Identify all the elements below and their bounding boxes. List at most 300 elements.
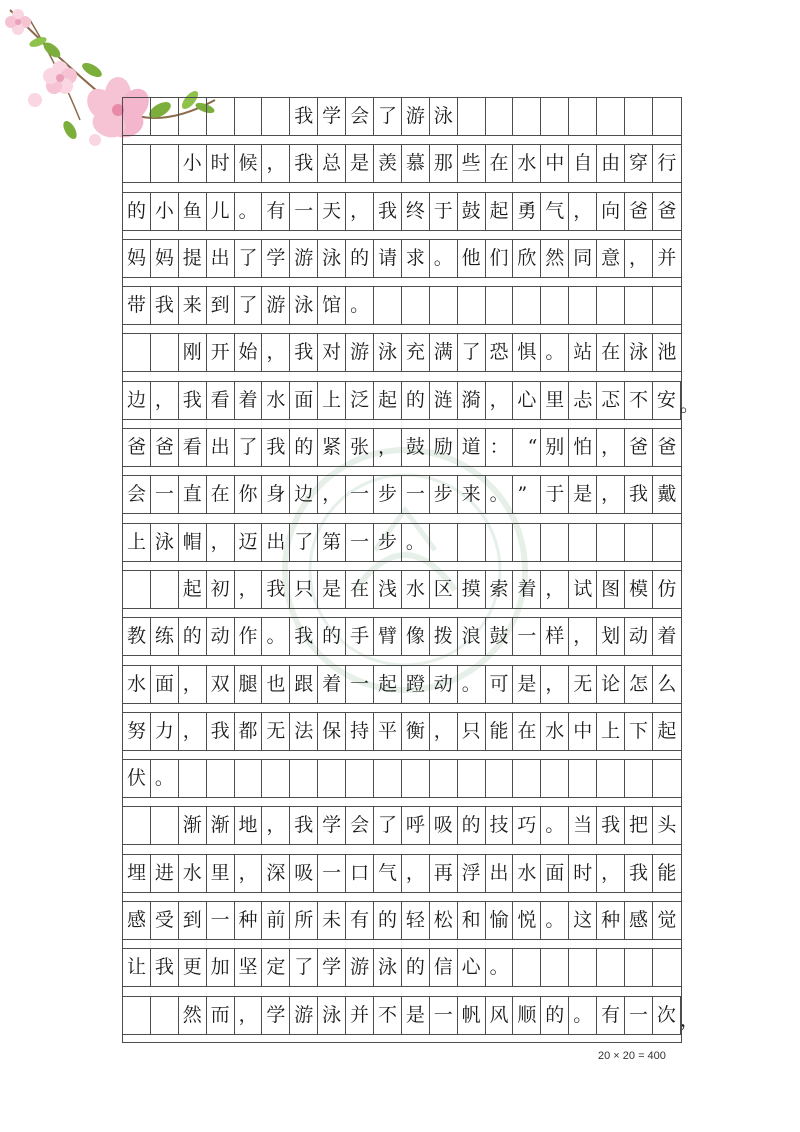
grid-cell: 浪 [458,618,486,655]
grid-cell: ， [235,997,263,1034]
grid-cell: 迈 [235,524,263,561]
grid-cell [123,807,151,844]
grid-cell: 法 [290,713,318,750]
grid-cell: 区 [430,571,458,608]
grid-cell [653,98,681,135]
grid-cell: 。 [151,760,179,797]
title-row [123,97,681,135]
grid-cell: 是 [318,571,346,608]
row-gap [123,561,681,570]
composition-grid [122,97,699,1043]
grid-cell: ， [597,476,625,513]
grid-cell: 水 [179,855,207,892]
grid-cell: 爸 [657,436,677,459]
grid-cell: 安 [653,382,681,419]
grid-cell: 直 [179,476,207,513]
grid-cell [430,524,458,561]
grid-cell: 顺 [513,997,541,1034]
text-row [123,475,681,513]
grid-cell: 对 [318,334,346,371]
grid-cell: 次 [653,997,681,1034]
grid-cell [318,760,346,797]
grid-cell: 。 [541,807,569,844]
grid-cell: 涟 [430,382,458,419]
grid-cell: 一 [625,997,653,1034]
grid-cell: 鱼 [179,193,207,230]
grid-cell [569,98,597,135]
grid-cell: 总 [318,145,346,182]
grid-cell: 在 [207,476,235,513]
grid-cell: 而 [207,997,235,1034]
grid-cell: 气 [541,193,569,230]
grid-cell: 不 [625,382,653,419]
grid-cell: 平 [374,713,402,750]
grid-cell [402,760,430,797]
grid-cell: 。 [430,240,458,277]
grid-cell: 中 [569,713,597,750]
grid-cell: 是 [513,666,541,703]
grid-cell: 当 [569,807,597,844]
text-row [123,665,681,703]
grid-cell: 的 [123,193,151,230]
grid-cell [625,287,653,324]
grid-cell: 的 [541,997,569,1034]
grid-cell: 衡 [402,713,430,750]
grid-cell [207,98,235,135]
grid-cell: 口 [346,855,374,892]
grid-cell: 水 [402,571,430,608]
grid-cell: 呼 [402,807,430,844]
grid-cell: 泛 [346,382,374,419]
grid-cell [123,98,151,135]
grid-cell: 起 [657,719,677,742]
grid-cell: 伏 [123,760,151,797]
grid-cell: 是 [402,997,430,1034]
grid-cell: 手 [346,618,374,655]
grid-cell: 出 [262,524,290,561]
grid-cell: 的 [318,618,346,655]
grid-cell: 上 [597,713,625,750]
grid-cell: 出 [207,429,235,466]
grid-cell [513,760,541,797]
character-count: 20 × 20 = 400 [598,1050,666,1062]
grid-cell: 。 [235,193,263,230]
grid-cell: 是 [569,476,597,513]
grid-cell: 一 [346,666,374,703]
grid-cell: 面 [541,855,569,892]
grid-cell: 步 [374,524,402,561]
grid-cell: 看 [179,429,207,466]
text-row [123,806,681,844]
grid-cell: 别 [541,429,569,466]
grid-cell: 到 [207,287,235,324]
grid-cell: 无 [262,713,290,750]
grid-cell: 水 [513,145,541,182]
grid-cell: 能 [486,713,514,750]
grid-cell: 带 [123,287,151,324]
grid-cell: 看 [207,382,235,419]
grid-cell: 悦 [513,902,541,939]
grid-cell [625,98,653,135]
row-gap [123,182,681,191]
grid-cell: 中 [541,145,569,182]
grid-cell: 妈 [151,240,179,277]
grid-cell: 能 [657,861,677,884]
grid-cell [541,760,569,797]
grid-cell: 恐 [486,334,514,371]
grid-cell: 让 [123,949,151,986]
grid-cell: 时 [207,145,235,182]
grid-cell [653,524,681,561]
grid-cell: 感 [123,902,151,939]
grid-cell: 站 [569,334,597,371]
row-gap [123,230,681,239]
grid-cell [402,287,430,324]
grid-cell [179,98,207,135]
row-gap [123,608,681,617]
text-row [123,192,681,230]
grid-cell: 一 [513,618,541,655]
grid-cell: 一 [346,476,374,513]
grid-cell: 爸 [123,429,151,466]
text-row [123,239,681,277]
grid-cell: 埋 [123,855,151,892]
text-row [123,333,681,371]
grid-cell: 第 [318,524,346,561]
grid-cell: 力 [151,713,179,750]
grid-cell: 步 [374,476,402,513]
grid-cell: 游 [402,98,430,135]
grid-cell: 漪 [458,382,486,419]
grid-cell [625,760,653,797]
grid-cell: “ [513,429,541,466]
grid-cell: 划 [597,618,625,655]
text-row [123,286,681,324]
grid-cell: 我 [151,287,179,324]
grid-cell [123,334,151,371]
row-gap [123,135,681,144]
grid-cell: 这 [569,902,597,939]
grid-cell: 然 [541,240,569,277]
grid-cell: ” [513,476,541,513]
text-row [123,759,681,797]
grid-cell: 所 [290,902,318,939]
grid-cell [597,760,625,797]
grid-cell: 忑 [597,382,625,419]
grid-cell: 一 [207,902,235,939]
grid-cell: 起 [486,193,514,230]
grid-cell [625,949,653,986]
grid-cell: 他 [458,240,486,277]
row-gap [123,703,681,712]
row-gap [123,939,681,948]
grid-cell: 练 [151,618,179,655]
grid-cell: 努 [123,713,151,750]
grid-cell [569,760,597,797]
grid-cell [430,287,458,324]
grid-cell: 不 [374,997,402,1034]
grid-cell: 慕 [402,145,430,182]
grid-cell: 持 [346,713,374,750]
grid-cell: 里 [541,382,569,419]
grid-cell: ， [151,382,179,419]
grid-cell: 学 [318,949,346,986]
grid-cell: ， [569,193,597,230]
grid-cell [653,949,681,986]
grid-cell: ， [430,713,458,750]
grid-cell: 教 [123,618,151,655]
grid-cell: 气 [374,855,402,892]
grid-cell [374,287,402,324]
grid-cell: 提 [179,240,207,277]
grid-cell: 仿 [657,577,677,600]
grid-cell: 模 [625,571,653,608]
grid-cell: 的 [402,382,430,419]
grid-cell: 我 [151,949,179,986]
grid-cell [569,287,597,324]
grid-cell: 妈 [123,240,151,277]
grid-cell: ， [541,666,569,703]
grid-cell: 我 [179,382,207,419]
grid-cell: 的 [458,807,486,844]
grid-cell: 。 [346,287,374,324]
grid-cell: ， [179,666,207,703]
grid-cell: 爸 [625,193,653,230]
grid-cell: 的 [290,429,318,466]
grid-cell: 作 [235,618,263,655]
grid-cell: 出 [486,855,514,892]
grid-cell: 更 [179,949,207,986]
grid-cell [179,760,207,797]
row-gap [123,466,681,475]
text-row [123,144,681,182]
grid-cell: 请 [374,240,402,277]
grid-cell: 图 [597,571,625,608]
grid-cell: ， [597,429,625,466]
grid-cell: 保 [318,713,346,750]
grid-cell: 在 [346,571,374,608]
grid-cell [486,98,514,135]
grid-cell: ， [402,855,430,892]
grid-cell [123,571,151,608]
grid-cell: 泳 [430,98,458,135]
grid-cell: 游 [290,997,318,1034]
grid-cell [123,997,151,1034]
grid-cell: 。 [541,334,569,371]
grid-cell: 来 [179,287,207,324]
grid-cell: 上 [318,382,346,419]
grid-cell: 紧 [318,429,346,466]
grid-cell [290,760,318,797]
grid-cell: 边 [123,382,151,419]
grid-cell [653,287,681,324]
grid-cell: 我 [262,429,290,466]
grid-cell: 满 [430,334,458,371]
grid-cell: 也 [262,666,290,703]
grid-cell: 双 [207,666,235,703]
grid-cell: 动 [430,666,458,703]
grid-cell: 坚 [235,949,263,986]
grid-cell: 会 [346,98,374,135]
grid-cell: 起 [374,666,402,703]
text-row [123,381,699,419]
grid-cell [541,287,569,324]
grid-cell: ， [569,618,597,655]
grid-cell: 臂 [374,618,402,655]
row-gap [123,371,681,380]
grid-cell: 由 [597,145,625,182]
grid-cell [597,287,625,324]
grid-cell: 信 [430,949,458,986]
grid-cell: 把 [625,807,653,844]
grid-cell: 轻 [402,902,430,939]
grid-cell: 欣 [513,240,541,277]
grid-cell: 学 [262,240,290,277]
grid-cell: 了 [290,524,318,561]
grid-cell: 论 [597,666,625,703]
grid-cell: 加 [207,949,235,986]
row-gap [123,797,681,806]
row-gap [123,892,681,901]
grid-cell: 上 [123,524,151,561]
grid-cell [597,524,625,561]
grid-cell: 样 [541,618,569,655]
grid-cell [151,334,179,371]
grid-cell: 面 [290,382,318,419]
grid-cell: 地 [235,807,263,844]
grid-cell [430,760,458,797]
grid-cell: ， [486,382,514,419]
grid-cell: 勇 [513,193,541,230]
grid-cell: 像 [402,618,430,655]
grid-cell: 并 [346,997,374,1034]
grid-cell: 自 [569,145,597,182]
text-row [123,428,681,466]
grid-cell: 种 [597,902,625,939]
grid-cell: 水 [123,666,151,703]
grid-cell: 索 [486,571,514,608]
grid-cell: 。 [569,997,597,1034]
grid-cell [151,571,179,608]
grid-cell: 同 [569,240,597,277]
grid-cell: 张 [346,429,374,466]
grid-cell: 我 [290,145,318,182]
grid-cell: 了 [235,240,263,277]
grid-cell: 然 [179,997,207,1034]
grid-cell: 。 [458,666,486,703]
grid-cell: 身 [262,476,290,513]
grid-cell [346,760,374,797]
grid-cell: ， [318,476,346,513]
grid-cell: 泳 [290,287,318,324]
grid-cell: 松 [430,902,458,939]
grid-cell: 你 [235,476,263,513]
grid-cell: 。 [262,618,290,655]
grid-cell: 小 [151,193,179,230]
grid-cell [262,98,290,135]
grid-cell [458,760,486,797]
grid-cell: 来 [458,476,486,513]
grid-cell: ， [207,524,235,561]
grid-cell [653,760,681,797]
grid-cell: 鼓 [486,618,514,655]
grid-cell: 的 [346,240,374,277]
grid-cell: ： [486,429,514,466]
grid-cell: 了 [235,429,263,466]
grid-cell: 一 [318,855,346,892]
grid-cell [151,997,179,1034]
grid-cell: 爸 [625,429,653,466]
grid-cell: 羡 [374,145,402,182]
grid-cell: 我 [262,571,290,608]
grid-cell: 我 [290,807,318,844]
grid-cell: 头 [657,814,677,837]
grid-cell: 的 [374,902,402,939]
grid-cell: 着 [657,625,677,648]
grid-cell: 求 [402,240,430,277]
grid-cell [151,145,179,182]
row-gap [123,277,681,286]
grid-cell: 蹬 [402,666,430,703]
grid-cell: 学 [262,997,290,1034]
grid-cell [569,524,597,561]
grid-cell: 摸 [458,571,486,608]
text-row [123,996,699,1034]
grid-cell: 了 [290,949,318,986]
grid-cell: 试 [569,571,597,608]
grid-cell: 。 [541,902,569,939]
grid-cell: 穿 [625,145,653,182]
grid-cell: 心 [458,949,486,986]
grid-cell: 意 [597,240,625,277]
grid-cell: 游 [346,949,374,986]
grid-cell: 初 [207,571,235,608]
grid-cell: ， [262,334,290,371]
grid-cell: 只 [290,571,318,608]
grid-cell: 戴 [657,483,677,506]
grid-cell [235,98,263,135]
grid-cell: 泳 [151,524,179,561]
grid-cell: 面 [151,666,179,703]
grid-cell: 天 [318,193,346,230]
grid-cell: 怕 [569,429,597,466]
grid-cell: 水 [513,855,541,892]
grid-cell: 跟 [290,666,318,703]
grid-cell: 帆 [458,997,486,1034]
grid-cell: 受 [151,902,179,939]
grid-cell: 惧 [513,334,541,371]
grid-cell: 泳 [318,997,346,1034]
grid-cell: 边 [290,476,318,513]
grid-cell: 鼓 [458,193,486,230]
grid-cell: 时 [569,855,597,892]
grid-cell: 爸 [657,199,677,222]
text-row [123,523,681,561]
grid-cell: ， [235,571,263,608]
grid-cell: 着 [513,571,541,608]
grid-cell: 下 [625,713,653,750]
grid-cell: 并 [657,246,677,269]
grid-cell: 励 [430,429,458,466]
grid-cell: 我 [597,807,625,844]
grid-cell: 泳 [318,240,346,277]
grid-cell: 吸 [430,807,458,844]
grid-cell: 道 [458,429,486,466]
grid-cell: 浮 [458,855,486,892]
grid-cell [123,145,151,182]
grid-cell [486,760,514,797]
grid-cell: 候 [235,145,263,182]
